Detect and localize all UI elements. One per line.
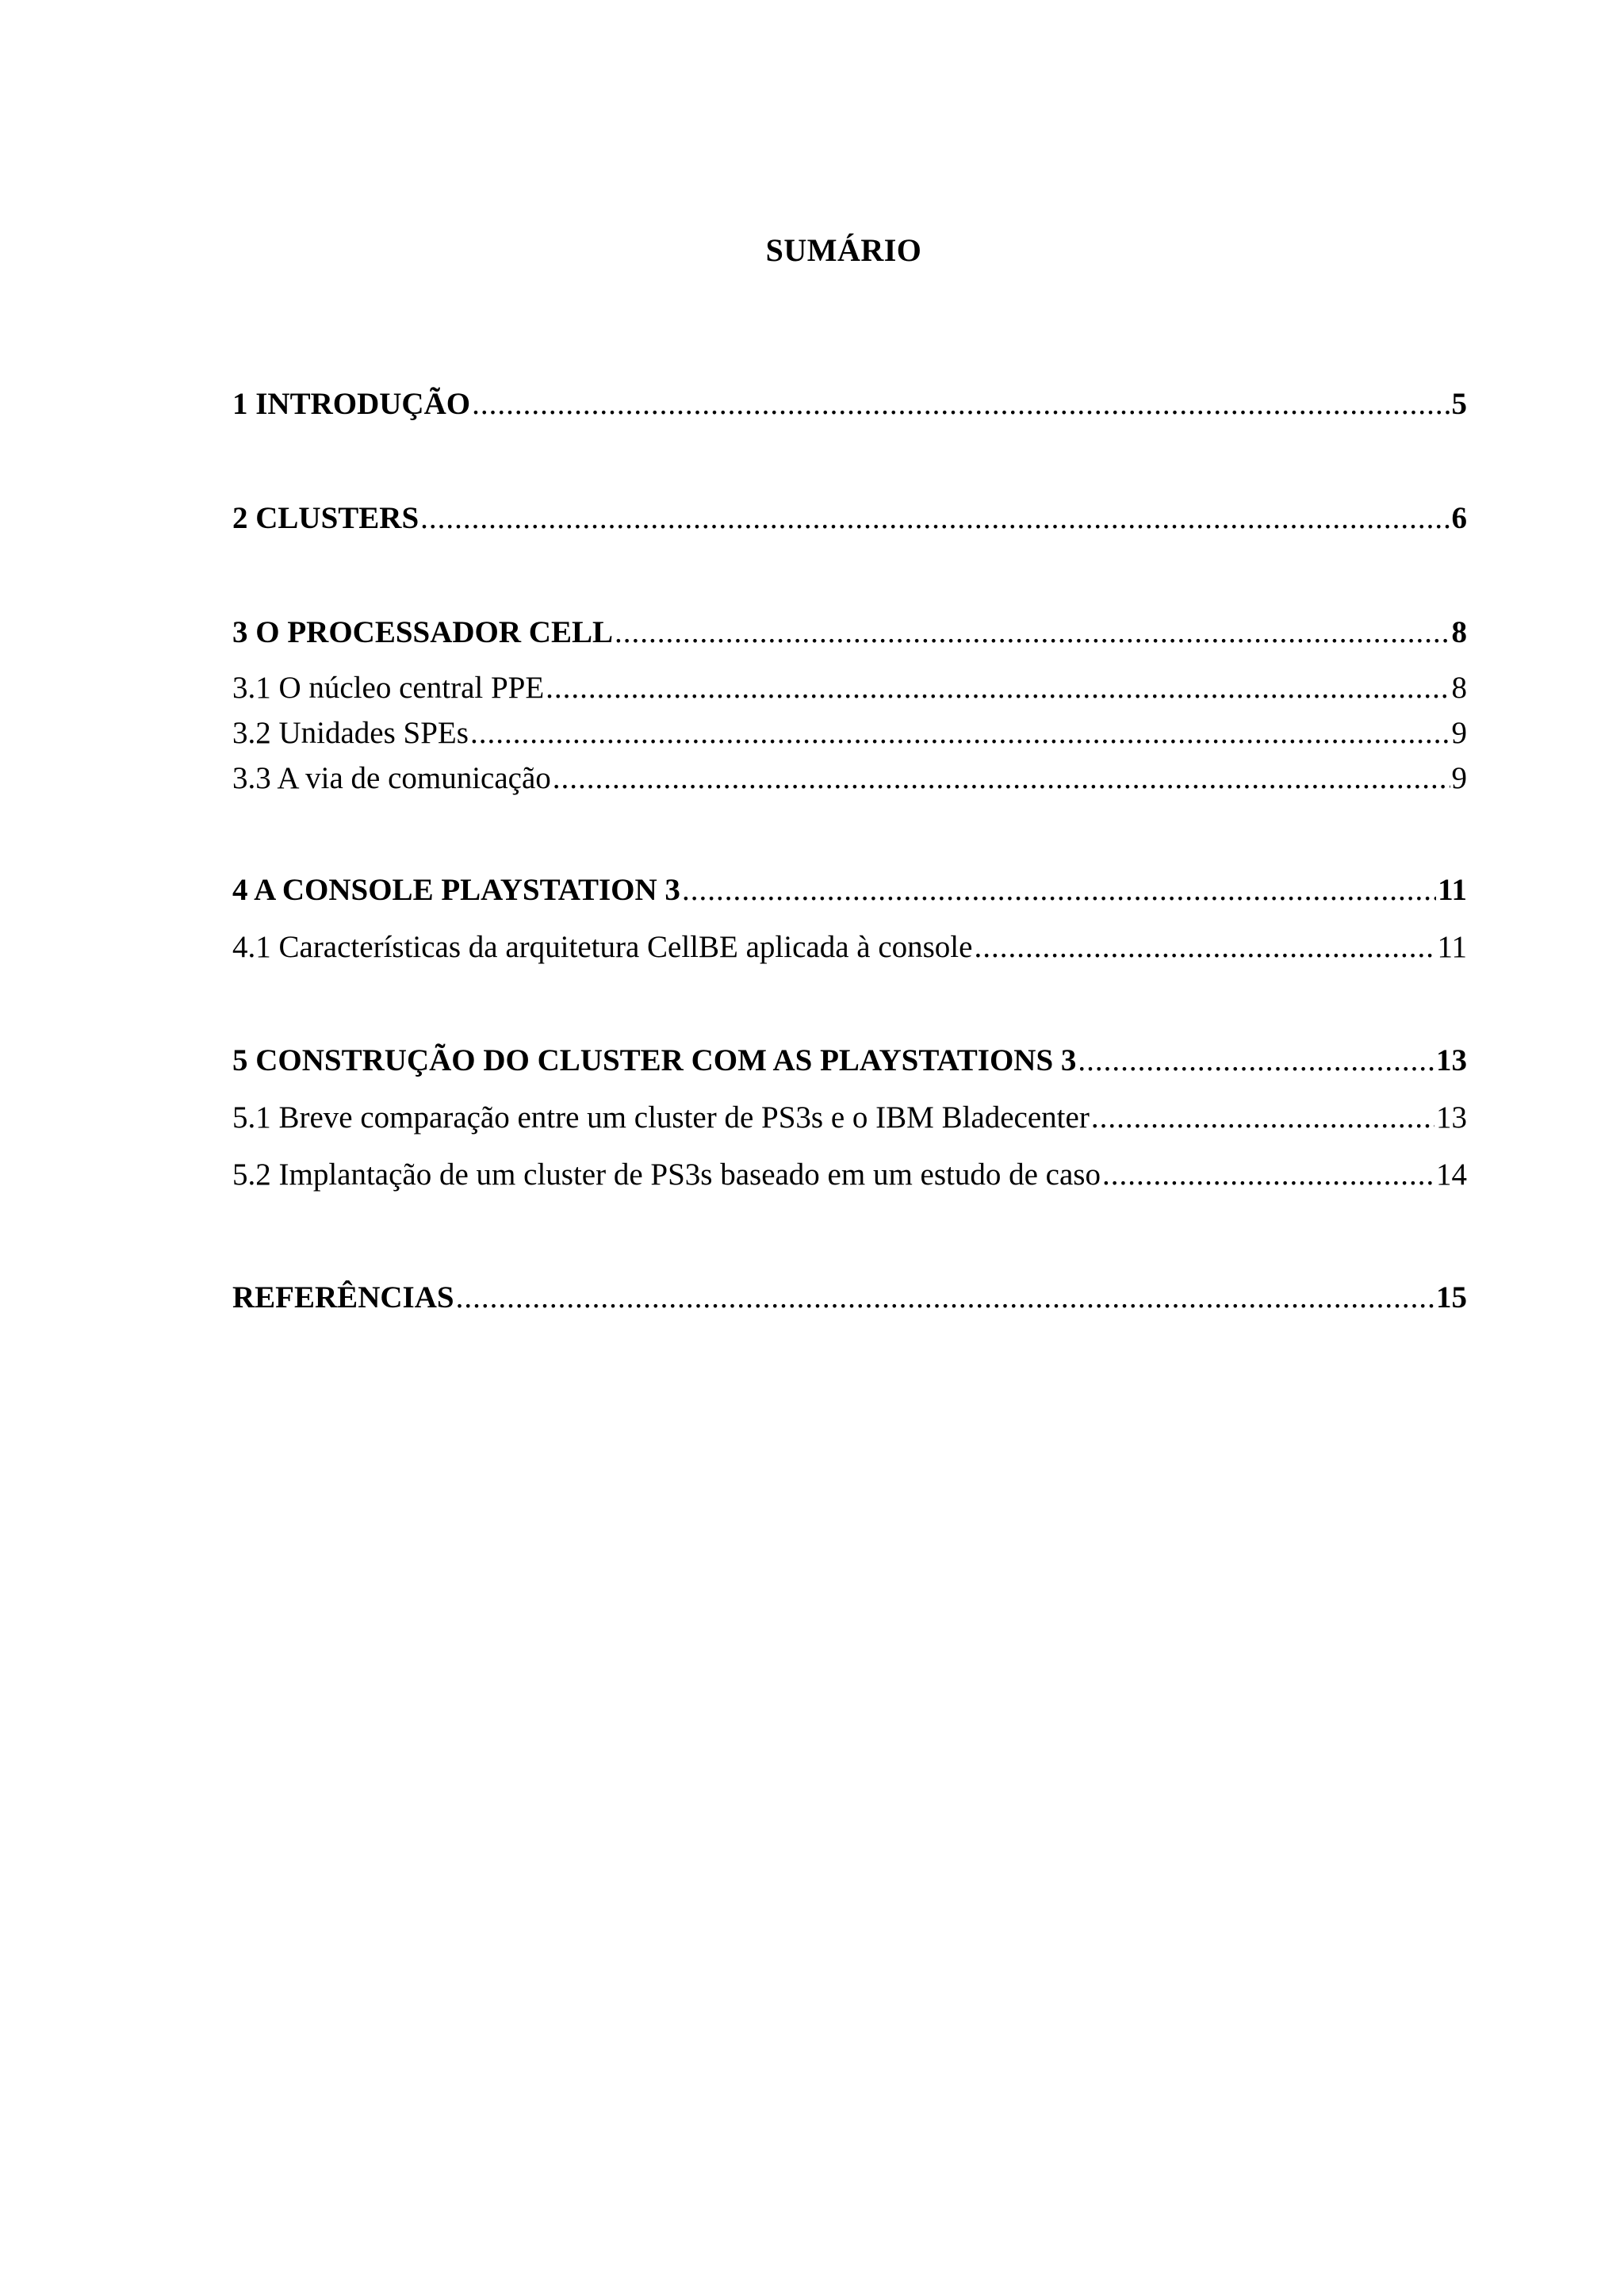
toc-entry-page: 9 xyxy=(1451,761,1467,795)
toc-entry-page: 8 xyxy=(1451,671,1467,705)
toc-entry-label: 1 INTRODUÇÃO xyxy=(232,387,471,421)
toc-entry-page: 14 xyxy=(1436,1158,1467,1192)
toc-entry-label: 5.1 Breve comparação entre um cluster de PS3s e o IBM Bladecenter xyxy=(232,1100,1090,1135)
toc-entry-3-3[interactable] xyxy=(232,760,1467,797)
toc-entry-page: 15 xyxy=(1436,1280,1467,1314)
toc-entry-construcao-cluster[interactable] xyxy=(232,1043,1467,1079)
dot-leader xyxy=(546,670,1450,706)
toc-entry-processador-cell[interactable] xyxy=(232,614,1467,651)
toc-entry-page: 6 xyxy=(1451,501,1467,535)
toc-entry-label: 3 O PROCESSADOR CELL xyxy=(232,615,613,649)
toc-entry-clusters[interactable] xyxy=(232,500,1467,537)
toc-entry-page: 11 xyxy=(1438,873,1467,907)
dot-leader xyxy=(456,1280,1434,1316)
toc-entry-page: 5 xyxy=(1451,387,1467,421)
dot-leader xyxy=(615,614,1450,651)
dot-leader xyxy=(553,760,1450,797)
toc-entry-label: 3.1 O núcleo central PPE xyxy=(232,671,545,705)
dot-leader xyxy=(682,872,1436,909)
toc-entry-4-1[interactable] xyxy=(232,929,1467,966)
toc-entry-console-playstation[interactable] xyxy=(232,872,1467,909)
toc-entry-5-2[interactable] xyxy=(232,1157,1467,1193)
page-title: SUMÁRIO xyxy=(765,232,922,268)
dot-leader xyxy=(470,715,1450,752)
toc-entry-introducao[interactable] xyxy=(232,386,1467,423)
toc-entry-page: 13 xyxy=(1436,1043,1467,1077)
dot-leader xyxy=(420,500,1450,537)
toc-entry-5-1[interactable] xyxy=(232,1100,1467,1136)
toc-entry-label: 4 A CONSOLE PLAYSTATION 3 xyxy=(232,873,680,907)
toc-entry-label: REFERÊNCIAS xyxy=(232,1280,454,1314)
toc-entry-3-1[interactable] xyxy=(232,670,1467,706)
toc-entry-page: 9 xyxy=(1451,716,1467,750)
dot-leader xyxy=(1091,1100,1434,1136)
toc-entry-label: 3.2 Unidades SPEs xyxy=(232,716,469,750)
toc-entry-label: 4.1 Características da arquitetura CellBE aplicada à console xyxy=(232,930,973,964)
toc-entry-label: 3.3 A via de comunicação xyxy=(232,761,551,795)
toc-entry-page: 8 xyxy=(1451,615,1467,649)
toc-entry-page: 13 xyxy=(1436,1100,1467,1135)
toc-entry-label: 5.2 Implantação de um cluster de PS3s baseado em um estudo de caso xyxy=(232,1158,1101,1192)
dot-leader xyxy=(472,386,1450,423)
dot-leader xyxy=(1078,1043,1434,1079)
dot-leader xyxy=(1102,1157,1434,1193)
toc-entry-3-2[interactable] xyxy=(232,715,1467,752)
toc-entry-label: 5 CONSTRUÇÃO DO CLUSTER COM AS PLAYSTATIONS 3 xyxy=(232,1043,1077,1077)
toc-entry-referencias[interactable] xyxy=(232,1280,1467,1316)
toc-entry-label: 2 CLUSTERS xyxy=(232,501,419,535)
toc-entry-page: 11 xyxy=(1437,930,1467,964)
dot-leader xyxy=(974,929,1435,966)
